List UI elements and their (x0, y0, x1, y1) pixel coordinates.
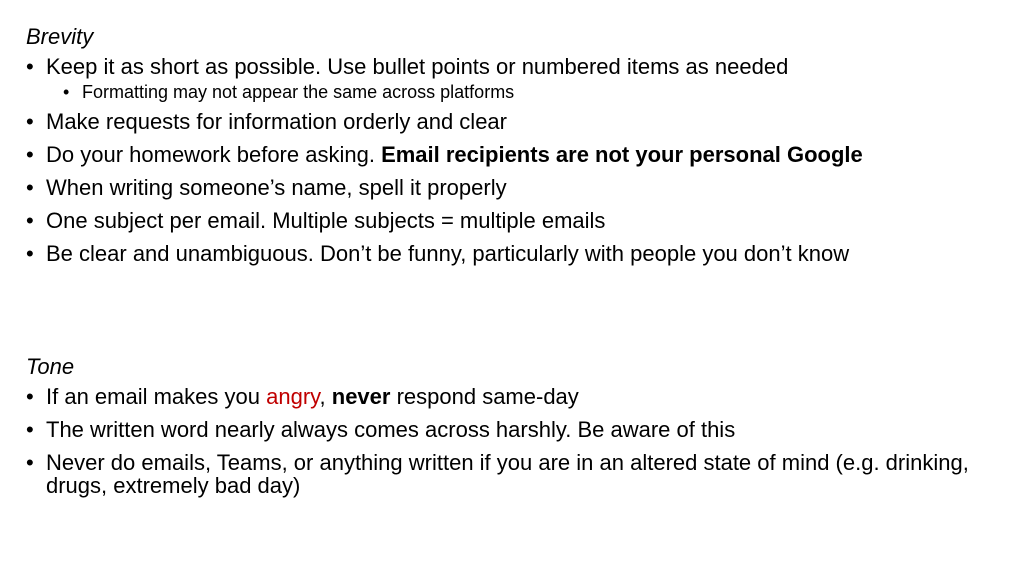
bullet-dot: • (26, 109, 34, 134)
bullet-dot: • (26, 208, 34, 233)
bullet-text: The written word nearly always comes across harshly. Be aware of this (46, 417, 736, 442)
bullet-text: Make requests for information orderly and clear (46, 109, 507, 134)
brevity-bullet-3 (26, 143, 1006, 167)
bullet-text-red: angry (266, 384, 320, 409)
bullet-text-comma: , (319, 384, 332, 409)
bullet-text-post: respond same-day (390, 384, 579, 409)
bullet-text (46, 142, 863, 167)
bullet-dot: • (26, 450, 34, 475)
brevity-bullet-2 (26, 110, 1006, 134)
sub-bullet-text: Formatting may not appear the same across platforms (82, 82, 515, 102)
bullet-dot: • (26, 417, 34, 442)
bullet-text: Keep it as short as possible. Use bullet points or numbered items as needed (46, 54, 789, 79)
bullet-dot: • (26, 54, 34, 79)
tone-bullet-3 (26, 451, 981, 497)
bullet-text-bold: never (331, 384, 391, 409)
tone-bullet-1 (26, 385, 1006, 409)
bullet-text: One subject per email. Multiple subjects = multiple emails (46, 208, 606, 233)
bullet-text: Be clear and unambiguous. Don’t be funny, particularly with people you don’t know (46, 241, 850, 266)
bullet-dot: • (26, 175, 34, 200)
bullet-dot: • (26, 241, 34, 266)
brevity-section (26, 24, 1006, 275)
brevity-heading: Brevity (26, 24, 94, 49)
brevity-bullet-4 (26, 176, 1006, 200)
bullet-text: Never do emails, Teams, or anything written if you are in an altered state of mind (e.g. drinking, drugs, extremely bad day) (46, 450, 969, 498)
brevity-bullet-6 (26, 242, 1006, 266)
bullet-text: When writing someone’s name, spell it properly (46, 175, 507, 200)
bullet-dot: • (26, 384, 34, 409)
tone-section (26, 354, 1006, 506)
tone-heading: Tone (26, 354, 75, 379)
brevity-bullet-5 (26, 209, 1006, 233)
brevity-sub-bullet-1 (63, 82, 1006, 102)
bullet-text (46, 384, 579, 409)
bullet-text-plain: Do your homework before asking. (46, 142, 382, 167)
tone-bullet-2 (26, 418, 1006, 442)
brevity-bullet-1 (26, 55, 1006, 79)
bullet-text-bold: Email recipients are not your personal Google (381, 142, 863, 167)
bullet-text-pre: If an email makes you (46, 384, 267, 409)
bullet-dot: • (26, 142, 34, 167)
sub-bullet-dot: • (63, 82, 70, 102)
